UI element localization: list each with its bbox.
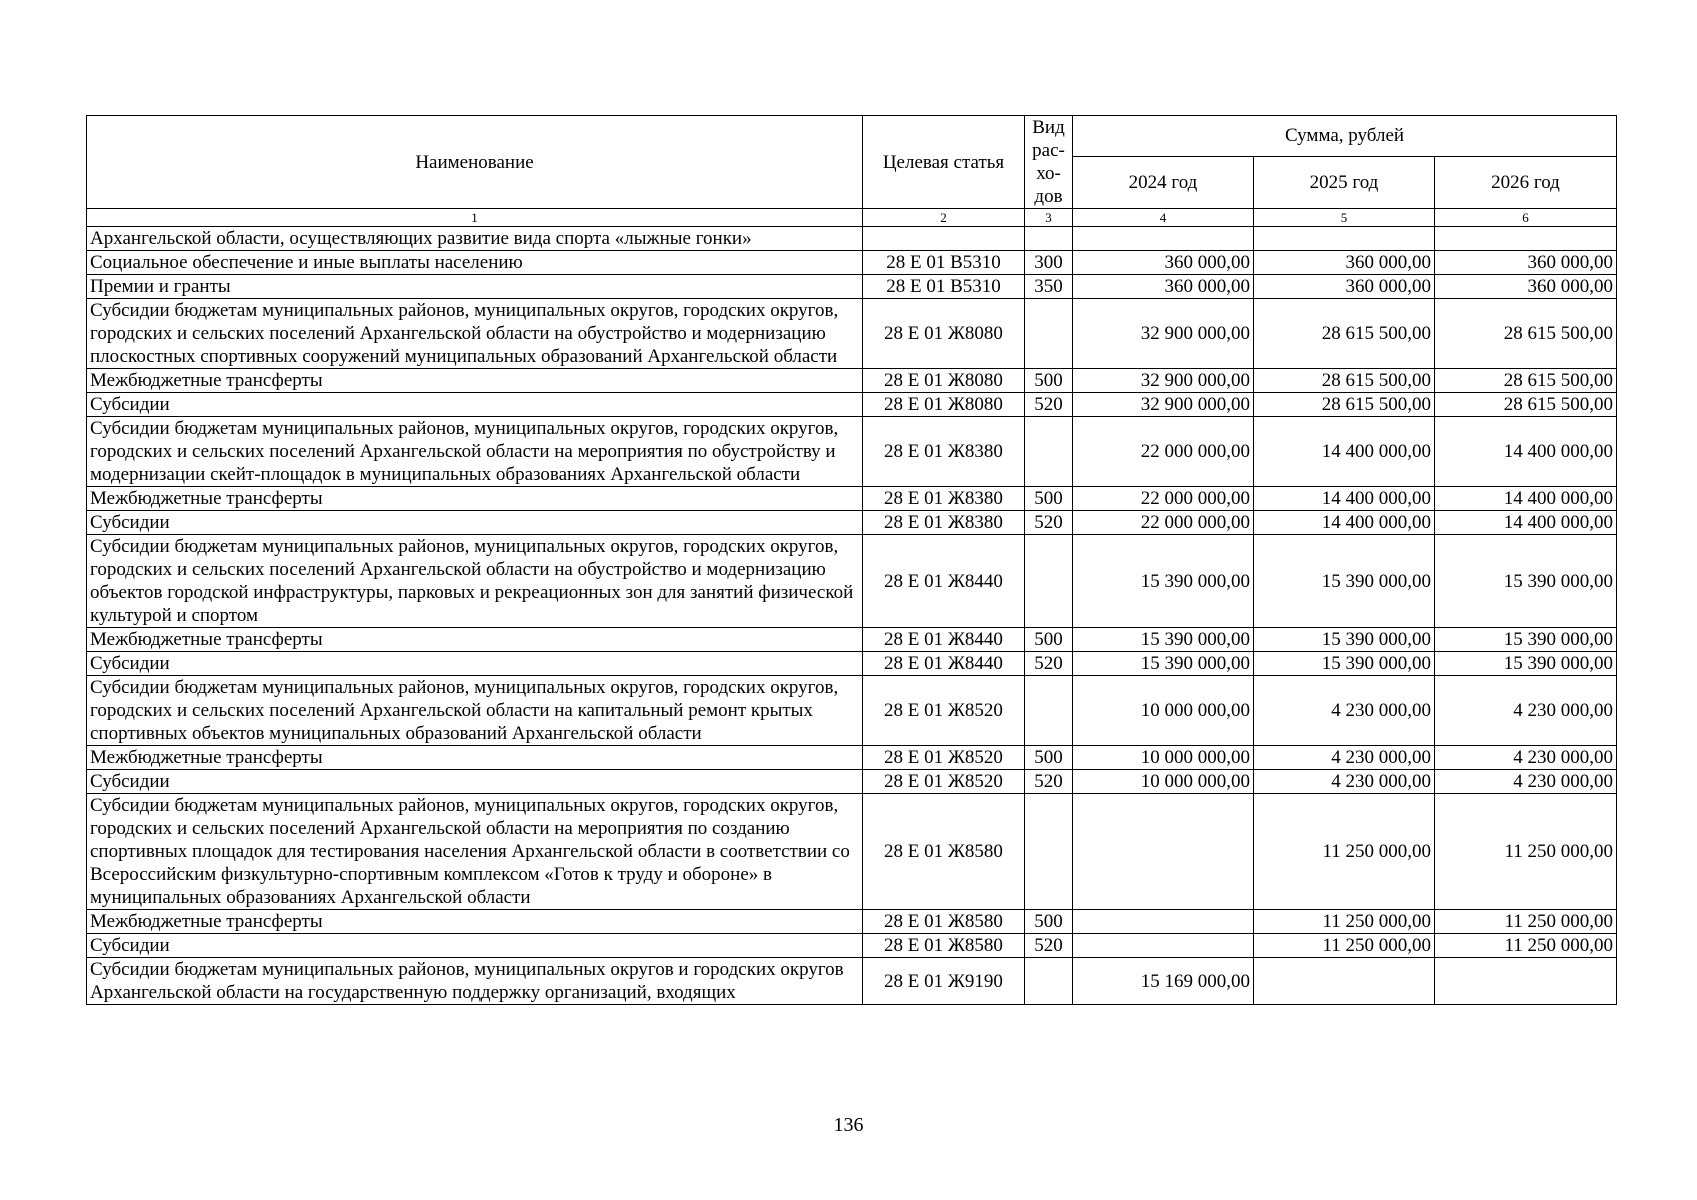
header-year-2025: 2025 год (1254, 156, 1435, 208)
row-target-article: 28 Е 01 Ж8520 (863, 746, 1025, 770)
row-name: Архангельской области, осуществляющих развитие вида спорта «лыжные гонки» (87, 227, 863, 251)
table-row (87, 275, 1617, 299)
row-expense-type: 520 (1025, 511, 1073, 535)
row-amount-2025: 28 615 500,00 (1254, 299, 1435, 369)
row-expense-type (1025, 299, 1073, 369)
row-amount-2024: 22 000 000,00 (1073, 511, 1254, 535)
row-expense-type (1025, 535, 1073, 628)
row-name: Социальное обеспечение и иные выплаты населению (87, 251, 863, 275)
row-amount-2025: 11 250 000,00 (1254, 794, 1435, 910)
row-target-article: 28 Е 01 В5310 (863, 275, 1025, 299)
row-amount-2025: 360 000,00 (1254, 275, 1435, 299)
row-amount-2026: 4 230 000,00 (1435, 770, 1617, 794)
row-expense-type (1025, 676, 1073, 746)
row-target-article: 28 Е 01 Ж8080 (863, 299, 1025, 369)
row-target-article (863, 227, 1025, 251)
row-amount-2025: 15 390 000,00 (1254, 535, 1435, 628)
row-amount-2025: 14 400 000,00 (1254, 487, 1435, 511)
row-expense-type: 520 (1025, 393, 1073, 417)
column-number: 3 (1025, 209, 1073, 227)
row-amount-2026: 28 615 500,00 (1435, 393, 1617, 417)
header-year-2026: 2026 год (1435, 156, 1617, 208)
row-target-article: 28 Е 01 Ж8080 (863, 393, 1025, 417)
column-number: 6 (1435, 209, 1617, 227)
row-target-article: 28 Е 01 Ж8440 (863, 628, 1025, 652)
row-amount-2024: 32 900 000,00 (1073, 369, 1254, 393)
row-amount-2024 (1073, 227, 1254, 251)
row-name: Субсидии (87, 652, 863, 676)
table-body (87, 227, 1617, 1005)
row-expense-type (1025, 227, 1073, 251)
row-expense-type: 300 (1025, 251, 1073, 275)
column-numbers-row (87, 209, 1617, 227)
row-expense-type (1025, 417, 1073, 487)
row-name: Субсидии (87, 934, 863, 958)
row-amount-2025: 15 390 000,00 (1254, 628, 1435, 652)
row-name: Субсидии бюджетам муниципальных районов, муниципальных округов, городских округов, городских и сельских поселений Архангельской области на мероприятия по обустройству и модернизации скейт-площадок в муниципальных образованиях Архангельской области (87, 417, 863, 487)
row-target-article: 28 Е 01 Ж8580 (863, 910, 1025, 934)
row-name: Субсидии (87, 770, 863, 794)
row-amount-2025: 15 390 000,00 (1254, 652, 1435, 676)
row-amount-2025 (1254, 227, 1435, 251)
row-amount-2026 (1435, 958, 1617, 1005)
row-amount-2026: 4 230 000,00 (1435, 746, 1617, 770)
header-target-article: Целевая статья (863, 116, 1025, 209)
row-amount-2025 (1254, 958, 1435, 1005)
row-amount-2026: 11 250 000,00 (1435, 934, 1617, 958)
header-year-2024: 2024 год (1073, 156, 1254, 208)
table-row (87, 770, 1617, 794)
row-amount-2024 (1073, 934, 1254, 958)
row-expense-type: 500 (1025, 628, 1073, 652)
row-target-article: 28 Е 01 Ж8580 (863, 934, 1025, 958)
row-name: Межбюджетные трансферты (87, 746, 863, 770)
row-amount-2025: 28 615 500,00 (1254, 393, 1435, 417)
row-amount-2026: 14 400 000,00 (1435, 417, 1617, 487)
row-expense-type (1025, 794, 1073, 910)
header-name: Наименование (87, 116, 863, 209)
row-target-article: 28 Е 01 Ж8520 (863, 676, 1025, 746)
row-target-article: 28 Е 01 Ж8440 (863, 652, 1025, 676)
row-target-article: 28 Е 01 Ж9190 (863, 958, 1025, 1005)
table-row (87, 535, 1617, 628)
row-amount-2026: 15 390 000,00 (1435, 652, 1617, 676)
table-row (87, 676, 1617, 746)
table-row (87, 628, 1617, 652)
table-row (87, 511, 1617, 535)
row-name: Субсидии (87, 393, 863, 417)
table-header (87, 116, 1617, 227)
table-row (87, 251, 1617, 275)
row-name: Межбюджетные трансферты (87, 910, 863, 934)
row-name: Субсидии бюджетам муниципальных районов, муниципальных округов и городских округов Архангельской области на государственную поддержку организаций, входящих (87, 958, 863, 1005)
row-amount-2024: 32 900 000,00 (1073, 299, 1254, 369)
row-amount-2024: 10 000 000,00 (1073, 746, 1254, 770)
table-row (87, 487, 1617, 511)
row-amount-2024: 10 000 000,00 (1073, 676, 1254, 746)
table-row (87, 393, 1617, 417)
row-target-article: 28 Е 01 Ж8380 (863, 417, 1025, 487)
row-name: Межбюджетные трансферты (87, 487, 863, 511)
row-expense-type: 520 (1025, 770, 1073, 794)
table-row (87, 958, 1617, 1005)
row-amount-2025: 4 230 000,00 (1254, 746, 1435, 770)
row-amount-2024: 22 000 000,00 (1073, 417, 1254, 487)
row-name: Межбюджетные трансферты (87, 628, 863, 652)
column-number: 1 (87, 209, 863, 227)
row-amount-2024 (1073, 794, 1254, 910)
row-amount-2024 (1073, 910, 1254, 934)
row-amount-2026: 15 390 000,00 (1435, 535, 1617, 628)
budget-table (86, 115, 1617, 1005)
row-amount-2024: 15 169 000,00 (1073, 958, 1254, 1005)
row-expense-type: 500 (1025, 910, 1073, 934)
row-amount-2025: 14 400 000,00 (1254, 511, 1435, 535)
row-expense-type (1025, 958, 1073, 1005)
row-amount-2025: 14 400 000,00 (1254, 417, 1435, 487)
row-amount-2025: 360 000,00 (1254, 251, 1435, 275)
row-target-article: 28 Е 01 Ж8440 (863, 535, 1025, 628)
row-name: Субсидии бюджетам муниципальных районов, муниципальных округов, городских округов, городских и сельских поселений Архангельской области на обустройство и модернизацию плоскостных спортивных сооружений муниципальных образований Архангельской области (87, 299, 863, 369)
header-expense-type: Вид рас-хо-дов (1025, 116, 1073, 209)
row-expense-type: 520 (1025, 934, 1073, 958)
table-row (87, 794, 1617, 910)
row-amount-2024: 15 390 000,00 (1073, 535, 1254, 628)
row-amount-2026: 14 400 000,00 (1435, 487, 1617, 511)
table-row (87, 934, 1617, 958)
table-row (87, 746, 1617, 770)
table-row (87, 910, 1617, 934)
row-amount-2025: 4 230 000,00 (1254, 676, 1435, 746)
row-amount-2026: 4 230 000,00 (1435, 676, 1617, 746)
header-sum: Сумма, рублей (1073, 116, 1617, 157)
row-amount-2026: 28 615 500,00 (1435, 369, 1617, 393)
page-number: 136 (833, 1114, 864, 1136)
table-row (87, 652, 1617, 676)
row-expense-type: 520 (1025, 652, 1073, 676)
row-amount-2024: 32 900 000,00 (1073, 393, 1254, 417)
row-amount-2024: 10 000 000,00 (1073, 770, 1254, 794)
row-amount-2025: 11 250 000,00 (1254, 934, 1435, 958)
row-amount-2024: 360 000,00 (1073, 251, 1254, 275)
row-amount-2026 (1435, 227, 1617, 251)
row-amount-2026: 360 000,00 (1435, 251, 1617, 275)
table-row (87, 227, 1617, 251)
row-amount-2026: 15 390 000,00 (1435, 628, 1617, 652)
row-name: Субсидии бюджетам муниципальных районов, муниципальных округов, городских округов, городских и сельских поселений Архангельской области на обустройство и модернизацию объектов городской инфраструктуры, парковых и рекреационных зон для занятий физической культурой и спортом (87, 535, 863, 628)
row-amount-2025: 11 250 000,00 (1254, 910, 1435, 934)
row-target-article: 28 Е 01 Ж8080 (863, 369, 1025, 393)
column-number: 4 (1073, 209, 1254, 227)
row-amount-2026: 28 615 500,00 (1435, 299, 1617, 369)
row-expense-type: 500 (1025, 487, 1073, 511)
row-amount-2026: 14 400 000,00 (1435, 511, 1617, 535)
row-amount-2024: 15 390 000,00 (1073, 628, 1254, 652)
table-row (87, 417, 1617, 487)
row-target-article: 28 Е 01 В5310 (863, 251, 1025, 275)
row-amount-2026: 11 250 000,00 (1435, 910, 1617, 934)
row-name: Субсидии (87, 511, 863, 535)
row-expense-type: 500 (1025, 369, 1073, 393)
row-amount-2025: 4 230 000,00 (1254, 770, 1435, 794)
row-expense-type: 350 (1025, 275, 1073, 299)
row-amount-2025: 28 615 500,00 (1254, 369, 1435, 393)
column-number: 2 (863, 209, 1025, 227)
row-name: Премии и гранты (87, 275, 863, 299)
row-name: Субсидии бюджетам муниципальных районов, муниципальных округов, городских округов, городских и сельских поселений Архангельской области на мероприятия по созданию спортивных площадок для тестирования населения Архангельской области в соответствии со Всероссийским физкультурно-спортивным комплексом «Готов к труду и обороне» в муниципальных образованиях Архангельской области (87, 794, 863, 910)
table-row (87, 369, 1617, 393)
row-amount-2024: 15 390 000,00 (1073, 652, 1254, 676)
row-expense-type: 500 (1025, 746, 1073, 770)
table-row (87, 299, 1617, 369)
row-amount-2024: 22 000 000,00 (1073, 487, 1254, 511)
row-target-article: 28 Е 01 Ж8520 (863, 770, 1025, 794)
row-target-article: 28 Е 01 Ж8580 (863, 794, 1025, 910)
row-name: Межбюджетные трансферты (87, 369, 863, 393)
row-target-article: 28 Е 01 Ж8380 (863, 487, 1025, 511)
row-target-article: 28 Е 01 Ж8380 (863, 511, 1025, 535)
row-amount-2026: 11 250 000,00 (1435, 794, 1617, 910)
column-number: 5 (1254, 209, 1435, 227)
row-name: Субсидии бюджетам муниципальных районов, муниципальных округов, городских округов, городских и сельских поселений Архангельской области на капитальный ремонт крытых спортивных объектов муниципальных образований Архангельской области (87, 676, 863, 746)
row-amount-2026: 360 000,00 (1435, 275, 1617, 299)
row-amount-2024: 360 000,00 (1073, 275, 1254, 299)
